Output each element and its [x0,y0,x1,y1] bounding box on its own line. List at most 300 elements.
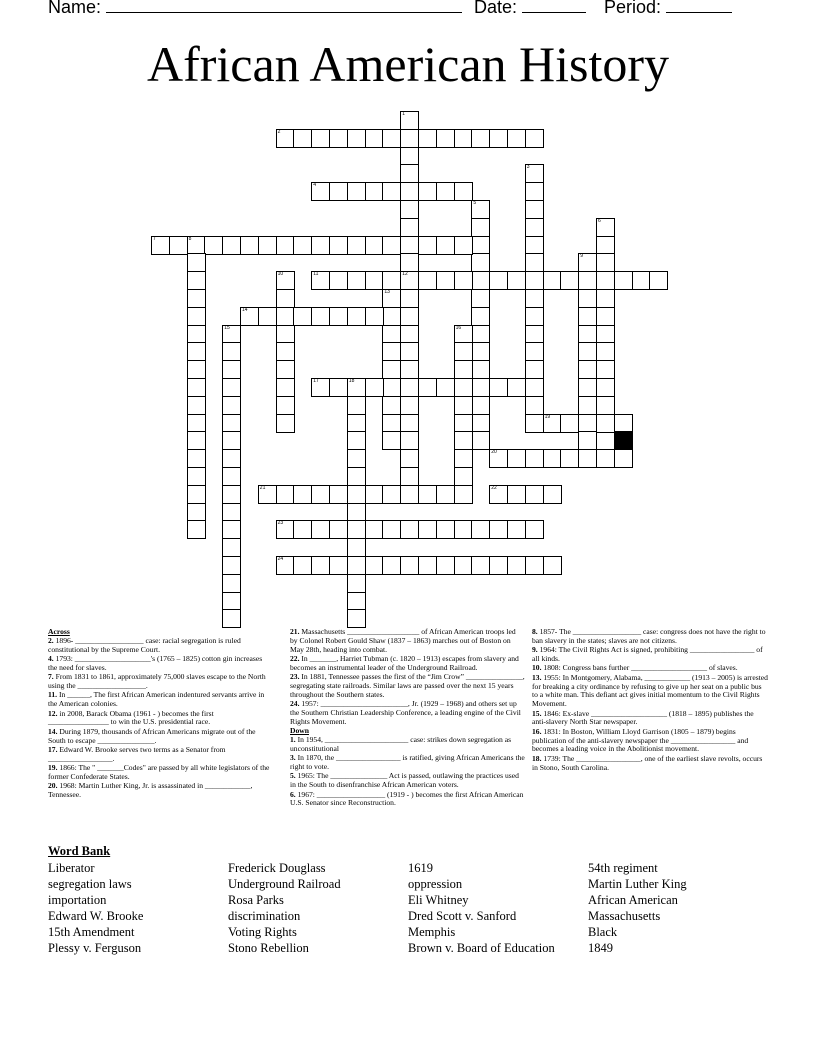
crossword-cell[interactable] [489,378,508,397]
crossword-cell[interactable] [471,342,490,361]
crossword-cell[interactable] [596,325,615,344]
crossword-cell[interactable] [400,378,419,397]
crossword-cell[interactable] [276,342,295,361]
crossword-cell[interactable] [525,164,544,183]
clue-number: 14 [242,306,248,313]
crossword-cell[interactable] [578,396,597,415]
crossword-cell[interactable] [347,609,366,628]
crossword-cell[interactable] [471,556,490,575]
crossword-cell[interactable] [347,378,366,397]
crossword-cell[interactable] [382,378,401,397]
crossword-cell[interactable] [222,396,241,415]
clue-item [48,782,273,800]
crossword-cell[interactable] [311,271,330,290]
crossword-cell[interactable] [489,520,508,539]
crossword-cell[interactable] [400,325,419,344]
crossword-cell[interactable] [489,556,508,575]
crossword-cell[interactable] [293,236,312,255]
crossword-cell[interactable] [507,271,526,290]
word-bank-item: 54th regiment [588,861,658,875]
crossword-cell[interactable] [471,253,490,272]
clue-number-label: 5. [290,771,298,781]
crossword-cell[interactable] [596,289,615,308]
crossword-cell[interactable] [489,449,508,468]
clue-text: 1968: Martin Luther King, Jr. is assassinated in ____________, Tennessee. [48,781,253,800]
crossword-cell[interactable] [436,520,455,539]
crossword-cell[interactable] [525,485,544,504]
clue-text: In _______, Harriet Tubman (c. 1820 – 1913) escapes from slavery and becomes an instrumental leader of the Underground Railroad. [290,653,519,672]
crossword-cell[interactable] [400,449,419,468]
crossword-cell[interactable] [418,520,437,539]
crossword-cell[interactable] [454,556,473,575]
crossword-cell[interactable] [187,485,206,504]
crossword-cell[interactable] [400,253,419,272]
crossword-cell[interactable] [471,271,490,290]
crossword-cell[interactable] [382,325,401,344]
crossword-cell[interactable] [222,503,241,522]
word-bank-item: 1619 [408,861,433,875]
crossword-cell[interactable] [222,378,241,397]
clue-item [290,655,525,673]
crossword-cell[interactable] [400,360,419,379]
word-bank-item: Underground Railroad [228,877,341,891]
crossword-cell[interactable] [578,289,597,308]
crossword-cell[interactable] [365,129,384,148]
crossword-cell[interactable] [222,325,241,344]
crossword-cell[interactable] [543,556,562,575]
crossword-cell[interactable] [347,574,366,593]
crossword-cell[interactable] [454,271,473,290]
clue-number-label: 21. [290,627,302,636]
crossword-cell[interactable] [578,414,597,433]
crossword-cell[interactable] [365,307,384,326]
crossword-cell[interactable] [525,218,544,237]
clue-number: 12 [402,271,408,278]
crossword-cell[interactable] [222,520,241,539]
crossword-cell[interactable] [187,378,206,397]
crossword-cell[interactable] [258,307,277,326]
crossword-cell[interactable] [560,449,579,468]
crossword-cell[interactable] [436,378,455,397]
crossword-cell[interactable] [222,556,241,575]
crossword-cell[interactable] [596,396,615,415]
crossword-cell[interactable] [614,271,633,290]
crossword-cell[interactable] [507,449,526,468]
crossword-cell[interactable] [329,520,348,539]
word-bank-item: 1849 [588,941,613,955]
crossword-cell[interactable] [507,129,526,148]
crossword-cell[interactable] [454,360,473,379]
crossword-cell[interactable] [525,396,544,415]
crossword-cell[interactable] [329,556,348,575]
crossword-cell[interactable] [347,592,366,611]
crossword-cell[interactable] [489,485,508,504]
crossword-cell[interactable] [400,271,419,290]
crossword-cell[interactable] [347,271,366,290]
clue-item [48,673,273,691]
crossword-cell[interactable] [187,520,206,539]
crossword-cell[interactable] [454,378,473,397]
crossword-cell[interactable] [329,236,348,255]
crossword-cell[interactable] [329,307,348,326]
crossword-cell[interactable] [436,182,455,201]
crossword-cell[interactable] [436,556,455,575]
crossword-cell[interactable] [382,556,401,575]
crossword-cell[interactable] [471,200,490,219]
crossword-cell[interactable] [525,182,544,201]
crossword-cell[interactable] [525,129,544,148]
crossword-cell[interactable] [222,414,241,433]
crossword-cell[interactable] [347,129,366,148]
crossword-cell[interactable] [365,556,384,575]
crossword-cell[interactable] [382,431,401,450]
crossword-cell[interactable] [507,520,526,539]
crossword-cell[interactable] [596,360,615,379]
crossword-cell[interactable] [311,182,330,201]
crossword-cell[interactable] [436,485,455,504]
crossword-cell[interactable] [578,325,597,344]
crossword-cell[interactable] [596,218,615,237]
crossword-cell[interactable] [222,360,241,379]
crossword-cell[interactable] [596,414,615,433]
crossword-cell[interactable] [454,129,473,148]
word-bank-item: Brown v. Board of Education [408,941,555,955]
crossword-cell[interactable] [596,449,615,468]
crossword-cell[interactable] [418,485,437,504]
crossword-cell[interactable] [649,271,668,290]
crossword-cell[interactable] [489,129,508,148]
crossword-cell[interactable] [454,449,473,468]
crossword-cell[interactable] [454,325,473,344]
crossword-cell[interactable] [454,396,473,415]
crossword-cell[interactable] [347,467,366,486]
crossword-cell[interactable] [454,485,473,504]
crossword-cell[interactable] [382,307,401,326]
crossword-cell[interactable] [365,182,384,201]
crossword-cell[interactable] [222,538,241,557]
crossword-cell[interactable] [525,556,544,575]
crossword-cell[interactable] [400,164,419,183]
crossword-cell[interactable] [169,236,188,255]
crossword-cell[interactable] [632,271,651,290]
crossword-cell[interactable] [596,236,615,255]
crossword-cell[interactable] [329,378,348,397]
crossword-cell[interactable] [454,236,473,255]
crossword-cell[interactable] [454,182,473,201]
clue-number-label: 22. [290,653,302,663]
crossword-cell[interactable] [347,485,366,504]
crossword-cell[interactable] [578,307,597,326]
crossword-cell[interactable] [347,449,366,468]
crossword-cell[interactable] [311,556,330,575]
crossword-cell[interactable] [329,182,348,201]
crossword-cell[interactable] [471,396,490,415]
crossword-cell[interactable] [471,236,490,255]
crossword-cell[interactable] [560,271,579,290]
crossword-cell[interactable] [400,556,419,575]
crossword-cell[interactable] [276,307,295,326]
crossword-cell[interactable] [471,289,490,308]
crossword-cell[interactable] [258,236,277,255]
crossword-cell[interactable] [347,556,366,575]
crossword-cell[interactable] [578,271,597,290]
crossword-cell[interactable] [382,289,401,308]
crossword-cell[interactable] [347,414,366,433]
crossword-cell[interactable] [454,414,473,433]
crossword-cell[interactable] [400,485,419,504]
crossword-cell[interactable] [471,325,490,344]
clue-item [290,772,525,790]
clue-item [48,710,273,728]
crossword-cell[interactable] [258,485,277,504]
crossword-cell[interactable] [204,236,223,255]
crossword-cell[interactable] [471,520,490,539]
crossword-cell[interactable] [311,485,330,504]
crossword-cell[interactable] [329,271,348,290]
crossword-cell[interactable] [276,325,295,344]
crossword-cell[interactable] [276,236,295,255]
crossword-cell[interactable] [276,129,295,148]
crossword-cell[interactable] [578,378,597,397]
crossword-cell[interactable] [400,414,419,433]
crossword-cell[interactable] [454,467,473,486]
crossword-cell[interactable] [436,236,455,255]
crossword-cell[interactable] [222,467,241,486]
crossword-cell[interactable] [454,431,473,450]
crossword-cell[interactable] [347,431,366,450]
clues-column-3 [532,628,768,773]
crossword-cell[interactable] [471,414,490,433]
crossword-cell[interactable] [187,271,206,290]
crossword-cell[interactable] [418,378,437,397]
crossword-cell[interactable] [187,325,206,344]
crossword-cell[interactable] [525,378,544,397]
crossword-cell[interactable] [436,129,455,148]
crossword-cell[interactable] [525,307,544,326]
crossword-cell[interactable] [382,271,401,290]
crossword-cell[interactable] [187,449,206,468]
crossword-cell[interactable] [347,236,366,255]
crossword-cell[interactable] [596,271,615,290]
clue-item [290,736,525,754]
crossword-cell[interactable] [418,271,437,290]
crossword-cell[interactable] [240,236,259,255]
clue-number: 10 [277,271,284,278]
clue-text: 1965: The _______________ Act is passed, outlawing the practices used in the South to disenfranchise African American voters. [290,771,519,790]
across-heading: Across [48,627,70,636]
crossword-cell[interactable] [311,129,330,148]
crossword-cell[interactable] [276,485,295,504]
crossword-cell[interactable] [543,414,562,433]
crossword-cell[interactable] [347,307,366,326]
crossword-cell[interactable] [365,485,384,504]
crossword-cell[interactable] [222,449,241,468]
crossword-cell[interactable] [489,271,508,290]
crossword-cell[interactable] [400,111,419,130]
crossword-cell[interactable] [596,253,615,272]
crossword-cell[interactable] [471,307,490,326]
crossword-cell[interactable] [400,342,419,361]
crossword-cell[interactable] [400,467,419,486]
crossword-cell[interactable] [222,431,241,450]
crossword-cell[interactable] [276,414,295,433]
crossword-cell[interactable] [525,449,544,468]
crossword-cell[interactable] [276,520,295,539]
crossword-cell[interactable] [187,503,206,522]
crossword-cell[interactable] [347,538,366,557]
crossword-cell[interactable] [293,485,312,504]
crossword-cell[interactable] [382,396,401,415]
crossword-cell[interactable] [187,414,206,433]
crossword-cell[interactable] [400,431,419,450]
crossword-cell[interactable] [543,271,562,290]
clue-number-label: 8. [532,627,540,636]
crossword-cell[interactable] [293,307,312,326]
crossword-cell[interactable] [614,449,633,468]
crossword-cell[interactable] [525,289,544,308]
crossword-cell[interactable] [293,129,312,148]
crossword-cell[interactable] [151,236,170,255]
clue-text: 1739: The _________________, one of the earliest slave revolts, occurs in Stono, South Carolina. [532,753,763,772]
crossword-cell[interactable] [311,520,330,539]
crossword-cell[interactable] [365,236,384,255]
crossword-cell[interactable] [543,485,562,504]
crossword-cell[interactable] [560,414,579,433]
crossword-cell[interactable] [471,360,490,379]
crossword-cell[interactable] [382,342,401,361]
crossword-cell[interactable] [187,467,206,486]
crossword-cell[interactable] [382,360,401,379]
crossword-cell[interactable] [187,431,206,450]
crossword-cell[interactable] [614,414,633,433]
crossword-cell[interactable] [222,609,241,628]
crossword-cell[interactable] [400,307,419,326]
clue-number-label: 3. [290,753,298,763]
crossword-cell[interactable] [293,556,312,575]
clue-number-label: 6. [290,789,298,799]
crossword-cell[interactable] [365,520,384,539]
crossword-cell[interactable] [436,271,455,290]
crossword-cell[interactable] [276,556,295,575]
crossword-cell[interactable] [400,218,419,237]
crossword-cell[interactable] [400,147,419,166]
crossword-cell[interactable] [311,378,330,397]
crossword-cell[interactable] [525,271,544,290]
crossword-cell[interactable] [400,520,419,539]
crossword-cell[interactable] [400,236,419,255]
crossword-cell[interactable] [400,289,419,308]
crossword-cell[interactable] [418,556,437,575]
crossword-cell[interactable] [329,485,348,504]
crossword-cell[interactable] [578,342,597,361]
crossword-cell[interactable] [311,236,330,255]
crossword-cell[interactable] [471,218,490,237]
crossword-cell[interactable] [454,342,473,361]
crossword-cell[interactable] [578,253,597,272]
crossword-cell[interactable] [382,236,401,255]
crossword-cell[interactable] [347,503,366,522]
crossword-cell[interactable] [543,449,562,468]
crossword-cell[interactable] [418,129,437,148]
crossword-cell[interactable] [240,307,259,326]
crossword-cell[interactable] [187,236,206,255]
crossword-cell[interactable] [365,271,384,290]
crossword-cell[interactable] [578,449,597,468]
crossword-cell[interactable] [276,396,295,415]
crossword-cell[interactable] [400,129,419,148]
crossword-cell[interactable] [507,485,526,504]
crossword-cell[interactable] [525,414,544,433]
crossword-cell[interactable] [187,342,206,361]
crossword-cell[interactable] [222,342,241,361]
crossword-cell[interactable] [525,342,544,361]
crossword-cell[interactable] [347,396,366,415]
crossword-cell[interactable] [329,129,348,148]
crossword-cell[interactable] [525,200,544,219]
crossword-cell[interactable] [222,236,241,255]
crossword-cell[interactable] [382,414,401,433]
clue-text: In 1870, the _________________ is ratified, giving African Americans the right to vote. [290,753,525,771]
crossword-cell[interactable] [507,378,526,397]
crossword-cell[interactable] [525,360,544,379]
crossword-cell[interactable] [578,360,597,379]
crossword-cell[interactable] [293,520,312,539]
crossword-cell[interactable] [400,200,419,219]
crossword-cell[interactable] [596,378,615,397]
crossword-cell[interactable] [187,253,206,272]
word-bank-item: Massachusetts [588,909,661,923]
word-bank-column [588,860,687,956]
crossword-cell[interactable] [471,378,490,397]
crossword-cell[interactable] [347,520,366,539]
crossword-cell[interactable] [276,378,295,397]
crossword-cell[interactable] [418,182,437,201]
crossword-cell[interactable] [187,360,206,379]
crossword-cell[interactable] [382,129,401,148]
crossword-cell[interactable] [382,485,401,504]
crossword-cell[interactable] [596,342,615,361]
crossword-cell[interactable] [222,574,241,593]
crossword-cell[interactable] [187,396,206,415]
crossword-cell[interactable] [222,485,241,504]
clue-number: 19 [544,413,551,420]
crossword-cell[interactable] [400,182,419,201]
crossword-cell[interactable] [507,556,526,575]
crossword-cell[interactable] [276,271,295,290]
crossword-cell[interactable] [454,520,473,539]
crossword-cell[interactable] [471,129,490,148]
crossword-cell[interactable] [525,253,544,272]
crossword-cell[interactable] [471,431,490,450]
crossword-cell[interactable] [525,520,544,539]
crossword-cell[interactable] [276,289,295,308]
crossword-cell[interactable] [596,307,615,326]
crossword-cell[interactable] [578,431,597,450]
crossword-cell[interactable] [187,307,206,326]
crossword-cell[interactable] [187,289,206,308]
crossword-cell[interactable] [276,360,295,379]
crossword-cell[interactable] [311,307,330,326]
crossword-cell[interactable] [525,236,544,255]
crossword-cell[interactable] [400,396,419,415]
crossword-cell[interactable] [418,236,437,255]
crossword-cell[interactable] [525,325,544,344]
crossword-cell[interactable] [365,378,384,397]
crossword-cell[interactable] [347,182,366,201]
crossword-cell[interactable] [382,182,401,201]
crossword-cell[interactable] [382,520,401,539]
crossword-cell[interactable] [222,592,241,611]
